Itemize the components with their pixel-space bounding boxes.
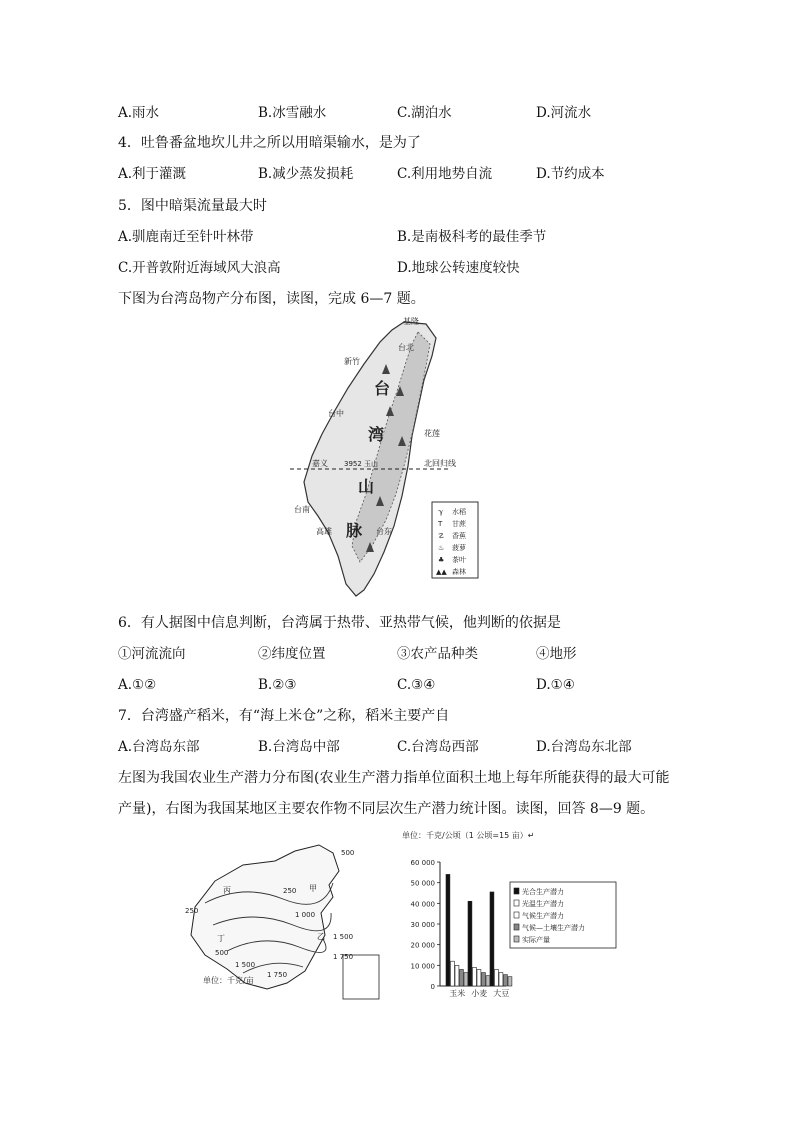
bar [477, 969, 481, 986]
bar [451, 961, 455, 986]
legend-banana: 香蕉 [452, 532, 466, 540]
q4-option-a: A.利于灌溉 [118, 166, 187, 182]
peak-label: 3952 玉山 [344, 460, 379, 468]
isoline-label: 500 [215, 949, 229, 957]
x-tick-label: 大豆 [493, 989, 510, 998]
taiwan-map [286, 316, 486, 598]
isoline-label: 1 750 [267, 971, 288, 979]
bar [446, 874, 450, 986]
q4-stem: 4．吐鲁番盆地坎儿井之所以用暗渠输水，是为了 [118, 135, 421, 151]
isoline-label: 1 500 [235, 961, 256, 969]
q6-option-c: C.③④ [397, 677, 436, 693]
q6-option-d: D.①④ [536, 677, 575, 693]
q4-option-c: C.利用地势自流 [397, 166, 493, 182]
bar [482, 973, 486, 986]
q7-option-d: D.台湾岛东北部 [536, 739, 632, 755]
city-hsinchu: 新竹 [344, 357, 360, 366]
bar [508, 977, 512, 986]
city-keelung: 基隆 [403, 317, 419, 326]
map-unit: 单位：千克/亩 [203, 976, 254, 985]
y-tick-label: 50 000 [410, 879, 435, 888]
mountain-char-1: 台 [374, 379, 391, 398]
q4-option-b: B.减少蒸发损耗 [258, 166, 354, 182]
legend-swatch [514, 900, 519, 906]
bar [504, 975, 508, 986]
legend-sugarcane: 甘蔗 [452, 520, 466, 528]
q3-option-b: B.冰雪融水 [258, 105, 327, 121]
legend-label: 气候—土壤生产潜力 [522, 924, 585, 932]
city-hualien: 花莲 [424, 429, 440, 438]
city-kaohsiung: 高雄 [316, 527, 332, 536]
q3-option-a: A.雨水 [118, 105, 160, 121]
legend-forest: 森林 [452, 568, 466, 576]
y-tick-label: 10 000 [410, 962, 435, 971]
tropic-label: 北回归线 [424, 459, 456, 468]
bar [473, 967, 477, 986]
q5-option-a: A.驯鹿南迁至针叶林带 [118, 229, 254, 245]
intro-8-9-line2: 产量)，右图为我国某地区主要农作物不同层次生产潜力统计图。读图，回答 8—9 题。 [118, 801, 655, 817]
legend-icon-pineapple: ♨ [438, 544, 445, 552]
q5-stem: 5．图中暗渠流量最大时 [118, 198, 267, 214]
bar [499, 973, 503, 986]
legend-swatch [514, 936, 519, 942]
q6-option-b: B.②③ [258, 677, 297, 693]
region-yi: 乙 [317, 932, 325, 941]
bar [495, 969, 499, 986]
legend-swatch [514, 924, 519, 930]
q6-stem: 6．有人据图中信息判断，台湾属于热带、亚热带气候，他判断的依据是 [118, 615, 561, 631]
q6-item-2: ②纬度位置 [258, 646, 326, 662]
legend-label: 光合生产潜力 [522, 888, 564, 896]
q7-stem: 7．台湾盛产稻米，有“海上米仓”之称，稻米主要产自 [118, 708, 450, 724]
legend-swatch [514, 888, 519, 894]
legend-icon-forest: ▲▲ [436, 568, 447, 576]
y-tick-label: 30 000 [410, 921, 435, 929]
q3-option-d: D.河流水 [536, 105, 592, 121]
region-jia: 甲 [309, 884, 317, 893]
production-potential-chart [398, 826, 628, 998]
bar [455, 965, 459, 986]
q5-option-b: B.是南极科考的最佳季节 [397, 229, 547, 245]
china-potential-map [183, 843, 393, 1003]
legend-pineapple: 菠萝 [452, 544, 466, 552]
mountain-char-2: 湾 [368, 425, 385, 444]
q6-item-1: ①河流流向 [118, 646, 186, 662]
legend-label: 实际产量 [522, 936, 550, 944]
region-bing: 丙 [223, 886, 231, 895]
intro-8-9-line1: 左图为我国农业生产潜力分布图(农业生产潜力指单位面积土地上每年所能获得的最大可能 [118, 770, 670, 786]
legend-icon-banana: ☡ [438, 532, 445, 540]
y-tick-label: 40 000 [410, 900, 435, 909]
bar [464, 973, 468, 986]
legend-label: 气候生产潜力 [522, 912, 564, 920]
mountain-char-4: 脉 [346, 521, 363, 540]
isoline-label: 250 [185, 907, 199, 915]
legend-rice: 水稻 [452, 508, 466, 516]
legend-icon-rice: ℽ [438, 508, 444, 516]
x-tick-label: 小麦 [471, 989, 488, 998]
y-tick-label: 0 [430, 983, 435, 991]
intro-6-7: 下图为台湾岛物产分布图，读图，完成 6—7 题。 [118, 291, 425, 307]
q3-option-c: C.湖泊水 [397, 105, 452, 121]
mountain-char-3: 山 [358, 477, 375, 496]
isoline-label: 1 750 [333, 953, 354, 961]
south-sea-inset [343, 955, 379, 999]
city-taitung: 台东 [376, 527, 392, 536]
city-chiayi: 嘉义 [312, 459, 328, 468]
legend-icon-sugarcane: T [438, 520, 443, 528]
bar [460, 969, 464, 986]
y-tick-label: 20 000 [410, 941, 435, 950]
q5-option-d: D.地球公转速度较快 [397, 260, 520, 276]
q4-option-d: D.节约成本 [536, 166, 605, 182]
bar [468, 901, 472, 986]
chart-title: 单位：千克/公顷（1 公顷=15 亩）↵ [402, 831, 535, 840]
y-tick-label: 60 000 [410, 859, 435, 867]
q5-option-c: C.开普敦附近海域风大浪高 [118, 260, 281, 276]
bar [486, 976, 490, 986]
city-taipei: 台北 [398, 343, 414, 352]
city-taichung: 台中 [328, 409, 344, 418]
isoline-label: 250 [283, 887, 297, 895]
q7-option-b: B.台湾岛中部 [258, 739, 340, 755]
q6-item-3: ③农产品种类 [397, 646, 478, 662]
legend-tea: 茶叶 [452, 556, 466, 564]
q7-option-c: C.台湾岛西部 [397, 739, 479, 755]
region-ding: 丁 [217, 934, 225, 943]
legend-icon-tea: ♣ [438, 556, 445, 564]
legend-label: 光温生产潜力 [522, 900, 564, 908]
city-tainan: 台南 [294, 505, 310, 514]
legend-swatch [514, 912, 519, 918]
bar [490, 892, 494, 986]
isoline-label: 1 000 [295, 911, 316, 919]
isoline-label: 500 [341, 849, 355, 857]
q7-option-a: A.台湾岛东部 [118, 739, 200, 755]
q6-option-a: A.①② [118, 677, 157, 693]
isoline-label: 1 500 [333, 933, 354, 941]
q6-item-4: ④地形 [536, 646, 577, 662]
x-tick-label: 玉米 [449, 989, 466, 998]
